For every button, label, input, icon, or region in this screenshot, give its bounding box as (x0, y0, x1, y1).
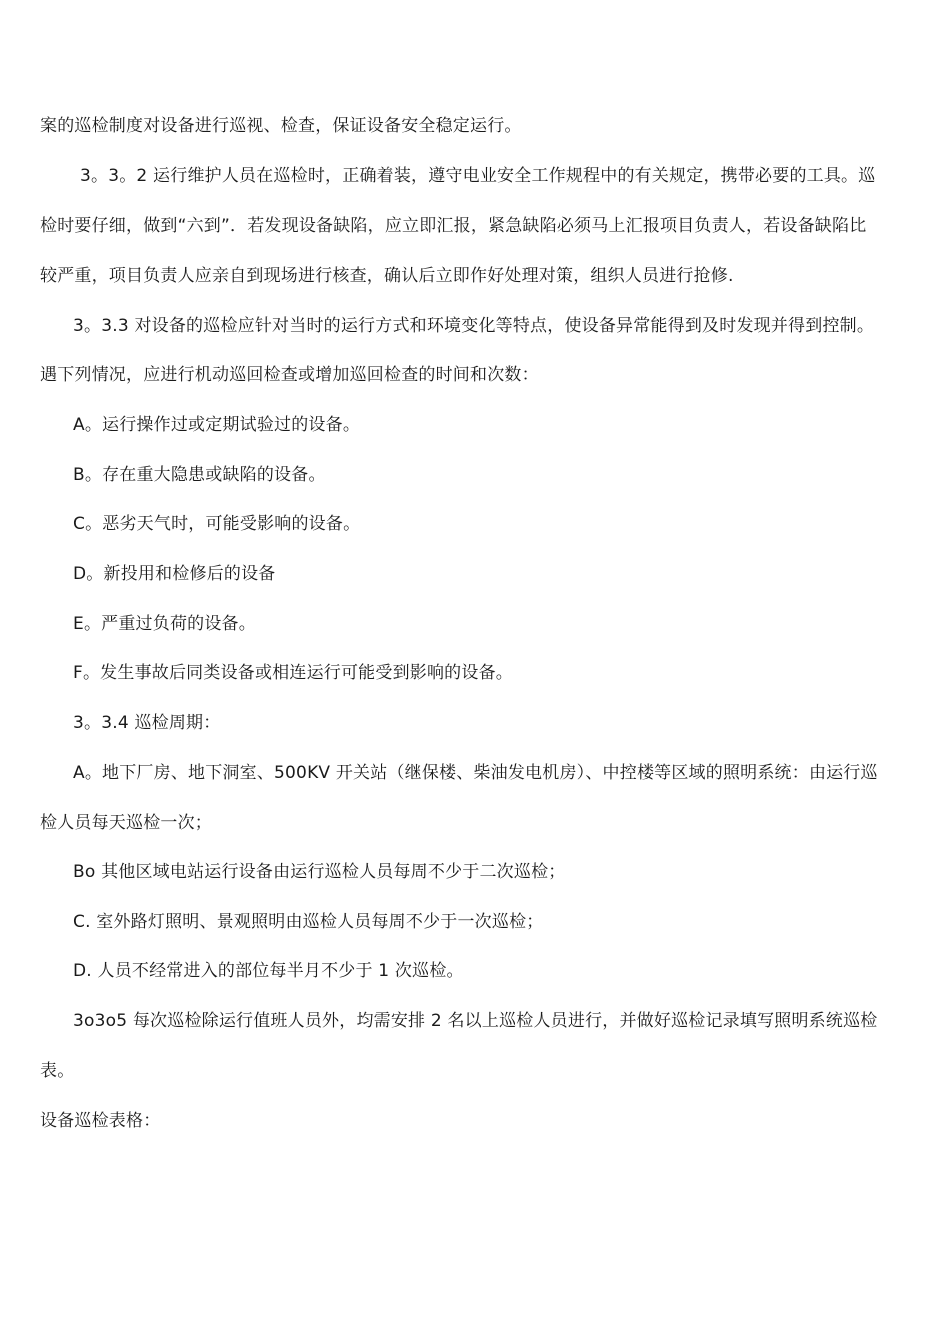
list-item: B。存在重大隐患或缺陷的设备。 (73, 465, 326, 485)
text-line: 较严重，项目负责人应亲自到现场进行核查，确认后立即作好处理对策，组织人员进行抢修. (40, 266, 734, 286)
text-line: 3。3.3 对设备的巡检应针对当时的运行方式和环境变化等特点，使设备异常能得到及时发现并得到控制。 (73, 316, 875, 336)
text-line: 检人员每天巡检一次； (40, 813, 212, 833)
section-heading: 设备巡检表格： (40, 1111, 161, 1131)
list-item: C。恶劣天气时，可能受影响的设备。 (73, 514, 361, 534)
list-item: A。地下厂房、地下洞室、500KV 开关站（继保楼、柴油发电机房）、中控楼等区域的照明系统：由运行巡 (73, 763, 878, 783)
section-heading: 3。3.4 巡检周期： (73, 713, 221, 733)
list-item: C. 室外路灯照明、景观照明由巡检人员每周不少于一次巡检； (73, 912, 544, 932)
text-line: 表。 (40, 1061, 75, 1081)
text-line: 遇下列情况，应进行机动巡回检查或增加巡回检查的时间和次数： (40, 365, 539, 385)
list-item: E。严重过负荷的设备。 (73, 614, 256, 634)
list-item: D。新投用和检修后的设备 (73, 564, 276, 584)
list-item: D. 人员不经常进入的部位每半月不少于 1 次巡检。 (73, 961, 464, 981)
text-line: 3。3。2 运行维护人员在巡检时，正确着装，遵守电业安全工作规程中的有关规定，携带必要的工具。巡 (80, 166, 876, 186)
list-item: Bo 其他区域电站运行设备由运行巡检人员每周不少于二次巡检； (73, 862, 566, 882)
text-line: 3o3o5 每次巡检除运行值班人员外，均需安排 2 名以上巡检人员进行，并做好巡检记录填写照明系统巡检 (73, 1011, 878, 1031)
text-line: 案的巡检制度对设备进行巡视、检查，保证设备安全稳定运行。 (40, 116, 522, 136)
list-item: A。运行操作过或定期试验过的设备。 (73, 415, 361, 435)
list-item: F。发生事故后同类设备或相连运行可能受到影响的设备。 (73, 663, 513, 683)
text-line: 检时要仔细，做到“六到”．若发现设备缺陷，应立即汇报，紧急缺陷必须马上汇报项目负责人，若设备缺陷比 (40, 216, 867, 236)
